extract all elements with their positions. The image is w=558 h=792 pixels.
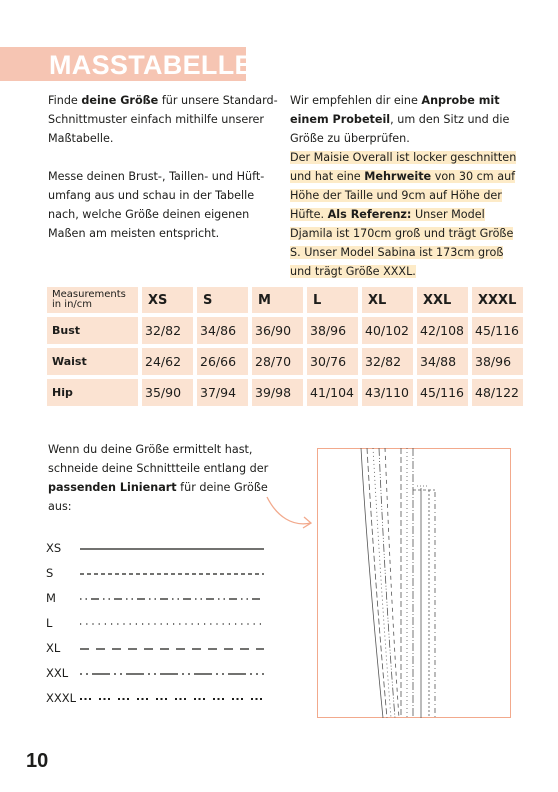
legend-size-label: XXL	[46, 666, 69, 680]
fitting-bold: Anprobe mit einem Probeteil	[290, 94, 500, 126]
legend-size-label: XL	[46, 641, 61, 655]
legend-row-xxl	[46, 663, 276, 683]
legend-size-label: S	[46, 566, 54, 580]
fitting-paragraph	[290, 91, 518, 148]
table-cell: 32/82	[142, 317, 193, 344]
table-cell: 37/94	[197, 379, 248, 406]
table-cell: 24/62	[142, 348, 193, 375]
table-cell: 36/90	[252, 317, 303, 344]
table-cell: 26/66	[197, 348, 248, 375]
table-cell: 43/110	[362, 379, 413, 406]
size-header: XS	[142, 287, 193, 313]
legend-size-label: XS	[46, 541, 62, 555]
table-cell: 34/88	[417, 348, 468, 375]
line-style-sample	[80, 638, 266, 658]
intro-text: Finde	[48, 94, 82, 107]
table-cell: 34/86	[197, 317, 248, 344]
intro-paragraph-1	[48, 91, 278, 148]
table-cell: 30/76	[307, 348, 358, 375]
ease-text: Der Maisie Overall ist locker geschnitten und hat eine	[290, 151, 517, 183]
ease-bold: Mehrweite	[364, 170, 432, 183]
page-title: MASSTABELLE	[49, 50, 253, 80]
page-number: 10	[26, 750, 49, 772]
intro-left-column	[48, 91, 278, 243]
legend-row-m	[46, 588, 276, 608]
size-header: S	[197, 287, 248, 313]
legend-row-xl	[46, 638, 276, 658]
line-style-sample	[80, 563, 266, 583]
table-row	[47, 348, 523, 375]
instructions-text: für deine Größe aus:	[48, 481, 268, 513]
line-style-sample	[80, 688, 266, 708]
table-row	[47, 317, 523, 344]
table-cell: 48/122	[472, 379, 523, 406]
line-style-sample	[80, 663, 266, 683]
reference-bold: Als Referenz:	[327, 208, 412, 221]
table-row	[47, 379, 523, 406]
intro-paragraph-2: Messe deinen Brust-, Taillen- und Hüftumfang aus und schau in der Tabelle nach, welche Größe deinen eigenen Maßen am meisten entspricht.	[48, 170, 265, 240]
ease-paragraph	[290, 148, 518, 281]
legend-row-xs	[46, 538, 276, 558]
legend-row-s	[46, 563, 276, 583]
instructions-text: Wenn du deine Größe ermittelt hast, schneide deine Schnittteile entlang der	[48, 443, 269, 475]
legend-row-xxxl	[46, 688, 276, 708]
pattern-piece-illustration	[317, 448, 511, 718]
size-table	[43, 283, 527, 410]
ease-text: von 30 cm auf Höhe der Taille und 9cm auf Höhe der Hüfte.	[290, 170, 516, 221]
table-cell: 28/70	[252, 348, 303, 375]
arrow-icon	[263, 487, 323, 535]
table-cell: 42/108	[417, 317, 468, 344]
intro-text: für unsere Standard-Schnittmuster einfach mithilfe unserer Maßtabelle.	[48, 94, 278, 145]
intro-bold: deine Größe	[81, 94, 159, 107]
legend-row-l	[46, 613, 276, 633]
size-header: XXL	[417, 287, 468, 313]
size-table-header	[47, 287, 523, 313]
legend-size-label: L	[46, 616, 53, 630]
table-cell: 39/98	[252, 379, 303, 406]
table-cell: 38/96	[307, 317, 358, 344]
intro-right-column	[290, 91, 518, 281]
line-style-sample	[80, 588, 266, 608]
row-label: Bust	[47, 317, 138, 344]
line-style-sample	[80, 613, 266, 633]
measurements-label: Measurements in in/cm	[47, 287, 138, 313]
table-cell: 38/96	[472, 348, 523, 375]
table-cell: 45/116	[417, 379, 468, 406]
legend-size-label: XXXL	[46, 691, 77, 705]
table-cell: 32/82	[362, 348, 413, 375]
table-cell: 40/102	[362, 317, 413, 344]
fitting-text: Wir empfehlen dir eine	[290, 94, 422, 107]
table-cell: 45/116	[472, 317, 523, 344]
table-cell: 41/104	[307, 379, 358, 406]
size-header: XL	[362, 287, 413, 313]
size-header: M	[252, 287, 303, 313]
legend-size-label: M	[46, 591, 56, 605]
fitting-text: , um den Sitz und die Größe zu überprüfen.	[290, 113, 510, 145]
line-style-sample	[80, 538, 266, 558]
instructions-bold: passenden Linienart	[48, 481, 177, 494]
size-header: XXXL	[472, 287, 523, 313]
row-label: Waist	[47, 348, 138, 375]
row-label: Hip	[47, 379, 138, 406]
table-cell: 35/90	[142, 379, 193, 406]
cutting-instructions	[48, 440, 278, 516]
reference-text: Unser Model Djamila ist 170cm groß und trägt Größe S. Unser Model Sabina ist 173cm groß und trägt Größe XXXL.	[290, 208, 514, 278]
size-header: L	[307, 287, 358, 313]
